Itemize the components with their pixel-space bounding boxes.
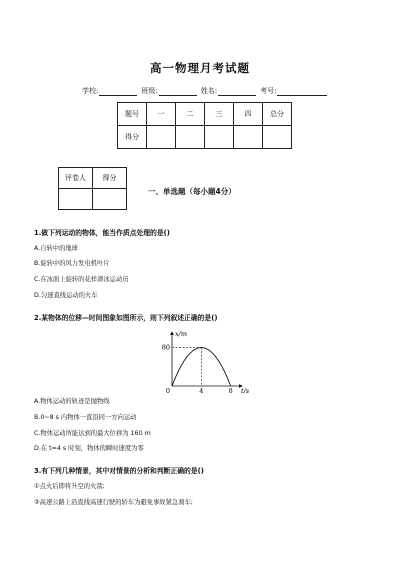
score-row-label: 得分 bbox=[118, 126, 147, 149]
y-axis-label: x/m bbox=[175, 330, 188, 338]
score-cell[interactable] bbox=[263, 126, 292, 149]
question-1-stem: 1.做下列运动的物体，能当作质点处理的是() bbox=[34, 229, 170, 237]
x-axis-label: t/s bbox=[241, 387, 250, 395]
y-tick-label: 80 bbox=[161, 343, 170, 352]
question-2-option-a: A.物体运动的轨迹是抛物线 bbox=[34, 398, 110, 405]
x-tick-label: 0 bbox=[165, 387, 171, 395]
question-3-item-2: ②高速公路上沿直线高速行驶的轿车为避免事故紧急刹车; bbox=[34, 499, 193, 506]
exam-no-label: 考号: bbox=[260, 87, 277, 95]
school-field[interactable] bbox=[99, 87, 137, 96]
score-table bbox=[117, 102, 292, 149]
grader-value-row bbox=[59, 189, 127, 210]
displacement-time-graph bbox=[150, 328, 250, 398]
score-cell[interactable] bbox=[205, 126, 234, 149]
question-2-option-c: C.物体运动所能达到的最大位移为 160 m bbox=[34, 430, 151, 437]
question-2-stem: 2.某物体的位移—时间图象如图所示，则下列叙述正确的是() bbox=[34, 314, 218, 322]
grader-table bbox=[58, 167, 127, 210]
question-1-option-a: A.自转中的地球 bbox=[34, 245, 78, 252]
grader-cell[interactable] bbox=[59, 189, 93, 210]
grader-header-row bbox=[59, 168, 127, 189]
question-3-stem: 3.有下列几种情景，其中对情景的分析和判断正确的是() bbox=[34, 467, 204, 475]
score-header-row bbox=[118, 103, 292, 126]
question-3-item-1: ①点火后即将升空的火箭; bbox=[34, 483, 105, 490]
exam-no-field[interactable] bbox=[277, 87, 327, 96]
page-title: 高一物理月考试题 bbox=[150, 61, 250, 75]
score-cell[interactable] bbox=[176, 126, 205, 149]
name-field[interactable] bbox=[218, 87, 256, 96]
class-field[interactable] bbox=[159, 87, 197, 96]
score-header-cell: 一 bbox=[147, 103, 176, 126]
x-tick-label: 4 bbox=[199, 387, 204, 395]
name-label: 姓名: bbox=[200, 87, 218, 95]
score-value-row bbox=[118, 126, 292, 149]
x-tick-label: 8 bbox=[228, 387, 233, 395]
question-2-option-d: D.在 t=4 s 时刻，物体的瞬时速度为零 bbox=[34, 445, 144, 452]
score-header-cell: 四 bbox=[234, 103, 263, 126]
class-label: 班级: bbox=[141, 87, 158, 95]
question-2-option-b: B.0~8 s 内物体一直沿同一方向运动 bbox=[34, 414, 137, 421]
section-heading: 一、单选题（每小题4分） bbox=[148, 187, 236, 196]
grader-cell[interactable] bbox=[93, 189, 127, 210]
grader-label: 评卷人 bbox=[59, 168, 93, 189]
grader-score-label: 得分 bbox=[93, 168, 127, 189]
score-header-cell: 总分 bbox=[263, 103, 292, 126]
score-header-cell: 题号 bbox=[118, 103, 147, 126]
question-1-option-c: C.在冰面上旋转的花样滑冰运动员 bbox=[34, 276, 129, 283]
question-1-option-d: D.匀速直线运动的火车 bbox=[34, 292, 98, 299]
score-header-cell: 二 bbox=[176, 103, 205, 126]
score-cell[interactable] bbox=[147, 126, 176, 149]
score-cell[interactable] bbox=[234, 126, 263, 149]
question-1-option-b: B.旋转中的风力发电机叶片 bbox=[34, 260, 110, 267]
school-label: 学校: bbox=[82, 87, 99, 95]
score-header-cell: 三 bbox=[205, 103, 234, 126]
student-info-row bbox=[82, 86, 331, 96]
